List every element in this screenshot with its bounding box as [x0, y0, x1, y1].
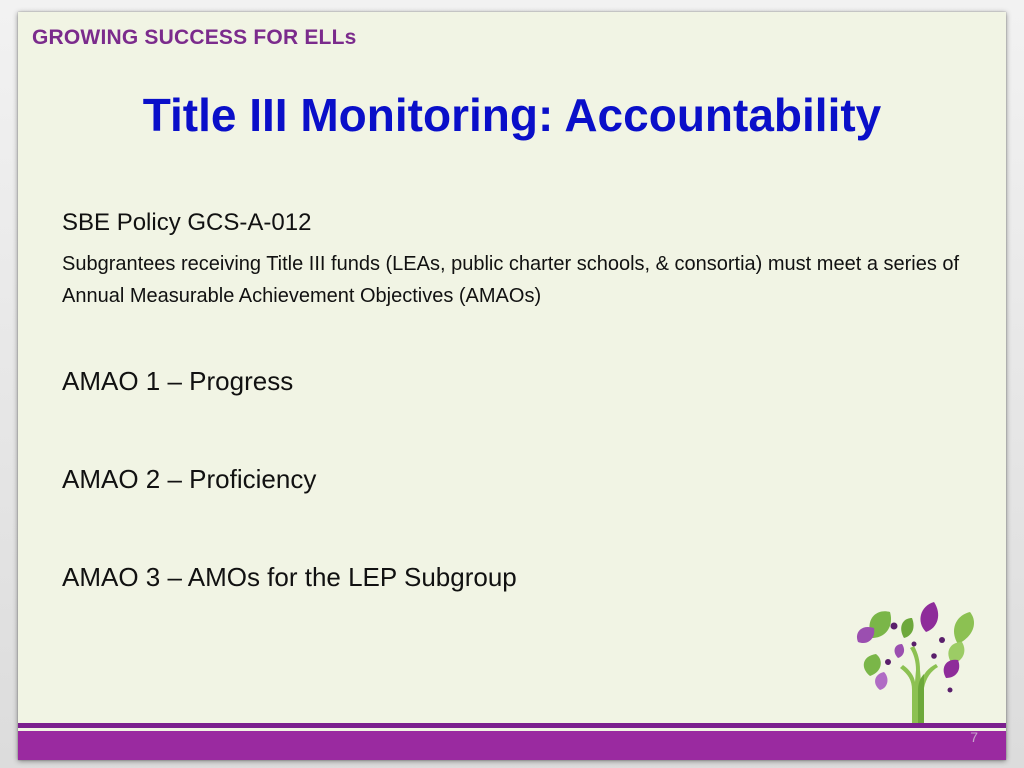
- berry-4: [931, 653, 937, 659]
- berry-1: [891, 623, 898, 630]
- amao-list: [62, 366, 982, 592]
- berry-3: [885, 659, 891, 665]
- berry-2: [939, 637, 945, 643]
- berry-6: [948, 688, 953, 693]
- slide: [18, 12, 1006, 760]
- leaf-purple-left: [857, 627, 874, 643]
- footer-band: [18, 731, 1006, 760]
- amao-item-amos: AMAO 3 – AMOs for the LEP Subgroup: [62, 562, 517, 592]
- brand-header: GROWING SUCCESS FOR ELLs: [32, 26, 357, 49]
- policy-description: Subgrantees receiving Title III funds (LEAs, public charter schools, & consortia) must meet a series of Annual Measurable Achievement Objectives (AMAOs): [62, 253, 960, 307]
- footer-divider: [18, 723, 1006, 728]
- leaf-purple-small: [895, 644, 905, 658]
- leaf-purple-right: [944, 660, 960, 678]
- leaf-green-center: [901, 618, 913, 638]
- amao-item-proficiency: AMAO 2 – Proficiency: [62, 464, 317, 494]
- slide-title: Title III Monitoring: Accountability: [142, 89, 882, 141]
- leaf-purple-low-left: [875, 672, 887, 690]
- policy-heading: SBE Policy GCS-A-012: [62, 209, 312, 236]
- leaf-green-right-top: [954, 612, 974, 644]
- berry-5: [912, 642, 917, 647]
- slide-number: 7: [970, 729, 978, 745]
- leaf-purple-top: [920, 602, 938, 632]
- slide-body: [62, 208, 982, 660]
- leaf-green-left-mid: [864, 654, 881, 676]
- tree-logo-icon: [854, 598, 980, 724]
- amao-item-progress: AMAO 1 – Progress: [62, 366, 294, 396]
